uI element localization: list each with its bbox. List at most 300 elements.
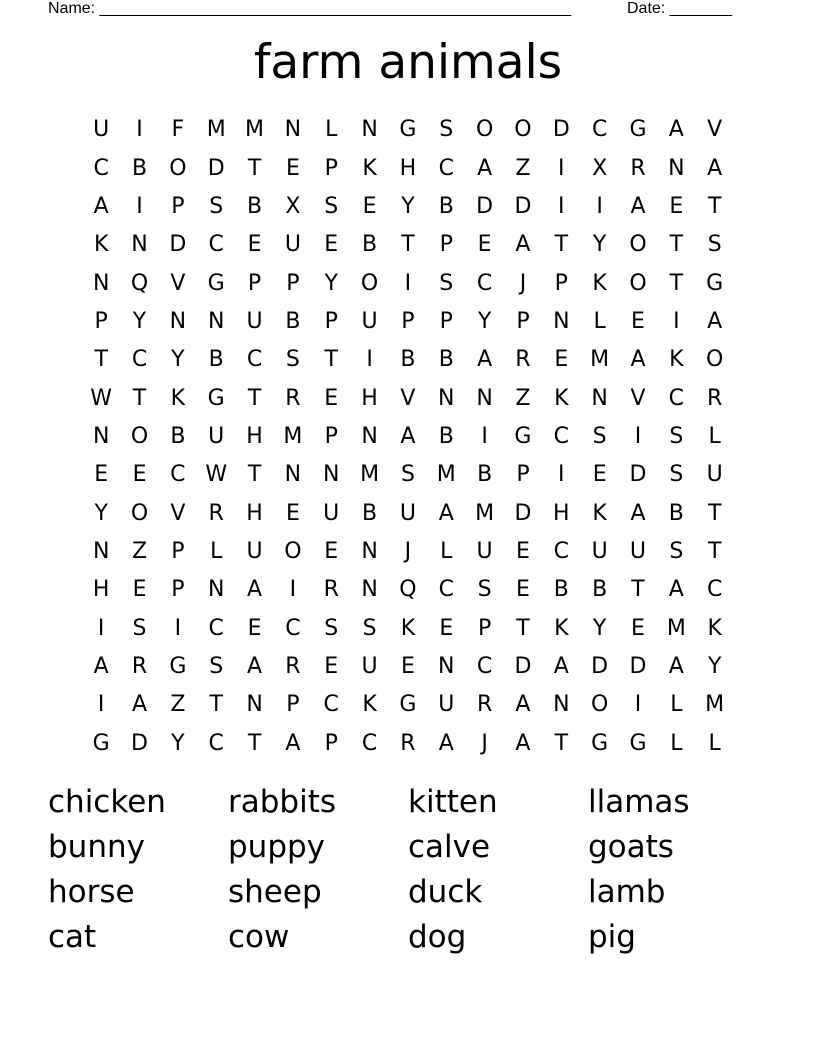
grid-letter: C [553, 538, 569, 564]
grid-letter: A [707, 308, 723, 334]
word-list-item: cow [228, 919, 290, 955]
grid-letter: A [247, 653, 263, 679]
grid-letter: R [476, 692, 493, 718]
grid-letter: T [324, 347, 338, 373]
grid-letter: Z [131, 538, 148, 564]
grid-letter: B [592, 577, 608, 603]
grid-letter: N [131, 232, 148, 258]
grid-letter: I [136, 193, 143, 219]
grid-letter: M [590, 347, 610, 373]
grid-letter: B [247, 193, 263, 219]
grid-letter: O [706, 347, 724, 373]
grid-letter: I [634, 692, 642, 718]
grid-letter: A [630, 347, 646, 373]
grid-letter: Q [399, 577, 417, 603]
grid-letter: K [362, 155, 377, 181]
grid-letter: R [285, 653, 301, 679]
grid-letter: H [553, 500, 570, 526]
grid-letter: C [438, 577, 454, 603]
grid-letter: E [324, 538, 339, 564]
grid-letter: P [171, 538, 185, 564]
grid-letter: K [669, 347, 684, 373]
grid-letter: K [93, 232, 109, 258]
grid-letter: W [205, 462, 228, 488]
grid-letter: P [439, 308, 453, 334]
grid-letter: C [208, 730, 224, 756]
grid-letter: T [247, 462, 262, 488]
word-list-item: rabbits [228, 784, 337, 820]
grid-letter: K [554, 385, 569, 411]
grid-letter: T [669, 270, 684, 296]
grid-letter: U [706, 462, 723, 488]
grid-letter: T [669, 232, 684, 258]
grid-letter: O [475, 117, 494, 143]
grid-letter: R [515, 347, 531, 373]
grid-letter: J [404, 538, 412, 564]
word-list-item: sheep [228, 874, 322, 910]
grid-letter: O [284, 538, 302, 564]
grid-letter: K [707, 615, 722, 641]
word-list-item: puppy [228, 829, 326, 865]
grid-letter: Y [324, 270, 338, 296]
grid-letter: Z [170, 692, 186, 718]
grid-letter: L [593, 308, 606, 334]
grid-row [82, 264, 734, 302]
grid-letter: E [247, 232, 262, 258]
grid-letter: B [208, 347, 224, 373]
grid-letter: J [519, 270, 527, 296]
grid-row [82, 303, 734, 341]
grid-letter: T [707, 193, 722, 219]
grid-letter: S [592, 423, 607, 449]
grid-letter: D [629, 653, 647, 679]
grid-letter: A [93, 653, 109, 679]
grid-letter: C [246, 347, 263, 373]
grid-letter: O [629, 232, 647, 258]
grid-letter: D [514, 653, 532, 679]
word-list-item: kitten [408, 784, 498, 820]
grid-letter: S [477, 577, 492, 603]
grid-letter: R [630, 155, 646, 181]
grid-letter: A [477, 155, 493, 181]
grid-letter: Q [130, 270, 149, 296]
grid-letter: N [92, 423, 110, 449]
grid-letter: B [438, 423, 454, 449]
grid-letter: N [476, 385, 493, 411]
grid-letter: U [246, 308, 263, 334]
grid-letter: A [285, 730, 301, 756]
grid-letter: R [707, 385, 723, 411]
word-list-item: dog [408, 919, 467, 955]
word-list-item: calve [408, 829, 491, 865]
grid-letter: E [362, 193, 377, 219]
grid-letter: G [514, 423, 532, 449]
grid-letter: B [438, 193, 454, 219]
grid-letter: O [169, 155, 187, 181]
grid-letter: B [477, 462, 493, 488]
grid-letter: U [399, 500, 416, 526]
word-list-item: cat [48, 919, 97, 955]
grid-letter: P [324, 155, 338, 181]
grid-letter: T [247, 730, 262, 756]
grid-letter: I [558, 462, 565, 488]
grid-letter: C [170, 462, 186, 488]
grid-letter: E [324, 232, 339, 258]
grid-letter: Y [592, 232, 607, 258]
grid-letter: K [592, 270, 607, 296]
grid-letter: M [436, 462, 456, 488]
grid-letter: V [400, 385, 416, 411]
grid-letter: T [554, 232, 569, 258]
grid-letter: O [514, 117, 532, 143]
grid-row [82, 533, 734, 571]
grid-letter: I [136, 117, 143, 143]
word-list-item: goats [588, 829, 674, 865]
grid-letter: H [361, 385, 378, 411]
grid-letter: N [361, 117, 378, 143]
word-list-item: horse [48, 874, 135, 910]
grid-letter: P [171, 577, 185, 603]
grid-letter: C [668, 385, 685, 411]
grid-letter: T [707, 538, 722, 564]
grid-letter: E [285, 500, 300, 526]
grid-letter: A [515, 692, 531, 718]
word-list-item: pig [588, 919, 636, 955]
grid-letter: U [208, 423, 225, 449]
grid-letter: A [400, 423, 416, 449]
grid-letter: L [670, 730, 683, 756]
grid-letter: E [324, 653, 339, 679]
grid-letter: N [207, 577, 225, 603]
grid-letter: B [131, 155, 148, 181]
grid-letter: T [247, 385, 262, 411]
grid-row [82, 725, 734, 763]
grid-letter: M [206, 117, 226, 143]
grid-letter: D [552, 117, 570, 143]
grid-letter: C [285, 615, 301, 641]
grid-letter: A [553, 653, 569, 679]
grid-letter: L [440, 538, 453, 564]
grid-letter: E [516, 538, 530, 564]
grid-letter: N [284, 117, 302, 143]
grid-letter: M [705, 692, 725, 718]
grid-letter: B [438, 347, 454, 373]
grid-letter: U [323, 500, 340, 526]
grid-letter: N [361, 577, 378, 603]
grid-letter: O [590, 692, 609, 718]
grid-letter: Y [132, 308, 147, 334]
grid-letter: C [476, 270, 493, 296]
grid-letter: I [289, 577, 297, 603]
grid-letter: I [481, 423, 488, 449]
grid-letter: S [439, 270, 454, 296]
word-list-item: llamas [588, 784, 690, 820]
grid-letter: V [170, 500, 186, 526]
letter-grid [82, 111, 734, 763]
grid-letter: G [591, 730, 609, 756]
grid-letter: X [285, 193, 301, 219]
grid-letter: S [209, 193, 224, 219]
grid-letter: R [131, 653, 148, 679]
grid-letter: A [707, 155, 723, 181]
grid-letter: M [475, 500, 495, 526]
grid-letter: H [92, 577, 110, 603]
grid-letter: C [361, 730, 378, 756]
grid-letter: A [477, 347, 493, 373]
grid-letter: E [132, 577, 147, 603]
grid-letter: H [246, 500, 263, 526]
grid-letter: U [361, 653, 378, 679]
grid-letter: M [245, 117, 265, 143]
page-title: farm animals [253, 35, 563, 90]
word-list-item: lamb [588, 874, 666, 910]
grid-letter: D [629, 462, 647, 488]
grid-row [82, 648, 734, 686]
grid-letter: E [324, 385, 339, 411]
grid-letter: O [360, 270, 379, 296]
grid-letter: A [438, 500, 454, 526]
grid-letter: N [361, 423, 378, 449]
grid-letter: S [362, 615, 377, 641]
grid-letter: U [284, 232, 301, 258]
grid-letter: A [630, 500, 646, 526]
grid-letter: Y [592, 615, 607, 641]
grid-letter: G [207, 385, 225, 411]
grid-letter: Z [515, 155, 531, 181]
grid-row [82, 149, 734, 187]
grid-letter: I [673, 308, 680, 334]
grid-letter: P [554, 270, 568, 296]
grid-letter: A [668, 117, 684, 143]
grid-letter: G [629, 117, 647, 143]
grid-letter: G [399, 117, 417, 143]
grid-letter: P [286, 270, 300, 296]
grid-letter: U [591, 538, 608, 564]
grid-letter: N [438, 385, 455, 411]
grid-letter: E [669, 193, 684, 219]
grid-letter: Y [94, 500, 108, 526]
grid-letter: G [629, 730, 647, 756]
grid-letter: E [554, 347, 569, 373]
grid-letter: S [132, 615, 147, 641]
grid-letter: D [131, 730, 148, 756]
grid-letter: A [668, 577, 684, 603]
grid-letter: G [399, 692, 417, 718]
grid-row [82, 226, 734, 264]
grid-letter: O [130, 423, 149, 449]
grid-letter: I [97, 615, 105, 641]
grid-letter: I [558, 155, 565, 181]
grid-row [82, 341, 734, 379]
grid-letter: D [591, 653, 609, 679]
grid-row [82, 609, 734, 647]
grid-letter: U [246, 538, 263, 564]
grid-letter: S [400, 462, 415, 488]
grid-letter: S [669, 462, 684, 488]
grid-letter: T [401, 232, 415, 258]
grid-letter: C [93, 155, 109, 181]
grid-letter: C [591, 117, 608, 143]
grid-letter: Y [401, 193, 415, 219]
grid-letter: C [706, 577, 723, 603]
grid-letter: P [286, 692, 300, 718]
grid-letter: L [708, 423, 721, 449]
grid-letter: A [668, 653, 684, 679]
grid-letter: E [631, 308, 645, 334]
grid-letter: D [476, 193, 494, 219]
grid-letter: C [476, 653, 493, 679]
grid-letter: U [476, 538, 493, 564]
grid-letter: S [209, 653, 224, 679]
grid-letter: Z [515, 385, 531, 411]
grid-letter: M [360, 462, 380, 488]
grid-row [82, 686, 734, 724]
grid-letter: S [669, 538, 684, 564]
grid-letter: Y [477, 308, 492, 334]
grid-letter: G [207, 270, 225, 296]
grid-letter: S [439, 117, 454, 143]
grid-letter: C [208, 232, 224, 258]
grid-letter: R [400, 730, 416, 756]
grid-letter: L [670, 692, 683, 718]
grid-letter: D [207, 155, 225, 181]
grid-row [82, 494, 734, 532]
grid-letter: S [285, 347, 300, 373]
grid-letter: D [514, 500, 532, 526]
grid-letter: P [94, 308, 108, 334]
grid-letter: D [514, 193, 532, 219]
grid-row [82, 418, 734, 456]
grid-letter: R [285, 385, 301, 411]
grid-letter: B [362, 232, 378, 258]
grid-letter: P [401, 308, 415, 334]
grid-letter: A [247, 577, 263, 603]
grid-letter: O [130, 500, 149, 526]
grid-letter: B [668, 500, 684, 526]
grid-letter: L [325, 117, 338, 143]
grid-letter: E [247, 615, 262, 641]
name-field-label: Name: _____________________________________________________ [48, 0, 572, 17]
grid-letter: K [170, 385, 186, 411]
grid-letter: N [246, 692, 263, 718]
grid-letter: P [324, 730, 338, 756]
grid-letter: N [591, 385, 608, 411]
grid-letter: O [629, 270, 647, 296]
grid-letter: P [324, 423, 338, 449]
grid-letter: N [207, 308, 225, 334]
grid-letter: P [516, 308, 530, 334]
grid-letter: C [323, 692, 339, 718]
grid-letter: N [553, 692, 570, 718]
grid-letter: R [208, 500, 224, 526]
grid-row [82, 188, 734, 226]
grid-row [82, 111, 734, 149]
grid-letter: S [669, 423, 684, 449]
grid-letter: P [324, 308, 338, 334]
grid-letter: I [634, 423, 642, 449]
grid-letter: P [171, 193, 185, 219]
grid-letter: E [285, 155, 300, 181]
grid-letter: T [247, 155, 262, 181]
grid-letter: P [247, 270, 262, 296]
grid-letter: N [438, 653, 455, 679]
grid-letter: A [131, 692, 148, 718]
grid-letter: S [324, 615, 339, 641]
grid-letter: I [366, 347, 373, 373]
grid-letter: G [169, 653, 187, 679]
grid-letter: V [630, 385, 646, 411]
word-list [48, 782, 768, 962]
grid-letter: E [132, 462, 147, 488]
grid-letter: L [708, 730, 721, 756]
grid-letter: A [515, 730, 531, 756]
grid-letter: K [362, 692, 377, 718]
grid-letter: C [208, 615, 224, 641]
grid-letter: U [93, 117, 110, 143]
grid-letter: H [246, 423, 263, 449]
grid-letter: C [438, 155, 454, 181]
grid-letter: R [323, 577, 339, 603]
grid-letter: B [170, 423, 186, 449]
grid-letter: I [404, 270, 412, 296]
grid-letter: K [400, 615, 416, 641]
grid-letter: E [631, 615, 645, 641]
grid-letter: X [592, 155, 608, 181]
grid-letter: E [592, 462, 607, 488]
grid-letter: N [92, 538, 110, 564]
grid-letter: S [707, 232, 722, 258]
grid-letter: N [92, 270, 110, 296]
grid-letter: I [558, 193, 565, 219]
word-list-item: bunny [48, 829, 145, 865]
grid-letter: A [515, 232, 531, 258]
grid-letter: U [629, 538, 647, 564]
grid-letter: T [516, 615, 530, 641]
grid-letter: C [131, 347, 148, 373]
word-list-item: chicken [48, 784, 166, 820]
grid-letter: E [516, 577, 530, 603]
grid-letter: E [400, 653, 415, 679]
word-list-item: duck [408, 874, 483, 910]
grid-letter: K [554, 615, 569, 641]
grid-letter: Y [171, 730, 185, 756]
grid-letter: H [399, 155, 417, 181]
grid-letter: N [361, 538, 378, 564]
date-field-label: Date: _______ [627, 0, 732, 17]
grid-letter: F [171, 117, 185, 143]
grid-letter: E [94, 462, 109, 488]
grid-letter: P [516, 462, 530, 488]
grid-letter: A [630, 193, 646, 219]
grid-letter: I [596, 193, 603, 219]
grid-letter: T [631, 577, 645, 603]
grid-letter: N [169, 308, 187, 334]
grid-letter: G [706, 270, 724, 296]
grid-letter: E [439, 615, 454, 641]
grid-letter: W [90, 385, 113, 411]
grid-letter: L [210, 538, 223, 564]
grid-letter: E [477, 232, 492, 258]
grid-letter: T [94, 347, 108, 373]
grid-row [82, 571, 734, 609]
grid-letter: T [209, 692, 223, 718]
grid-letter: B [285, 308, 301, 334]
grid-letter: B [553, 577, 569, 603]
grid-letter: K [592, 500, 607, 526]
grid-letter: T [554, 730, 569, 756]
grid-letter: V [170, 270, 186, 296]
grid-letter: M [283, 423, 303, 449]
